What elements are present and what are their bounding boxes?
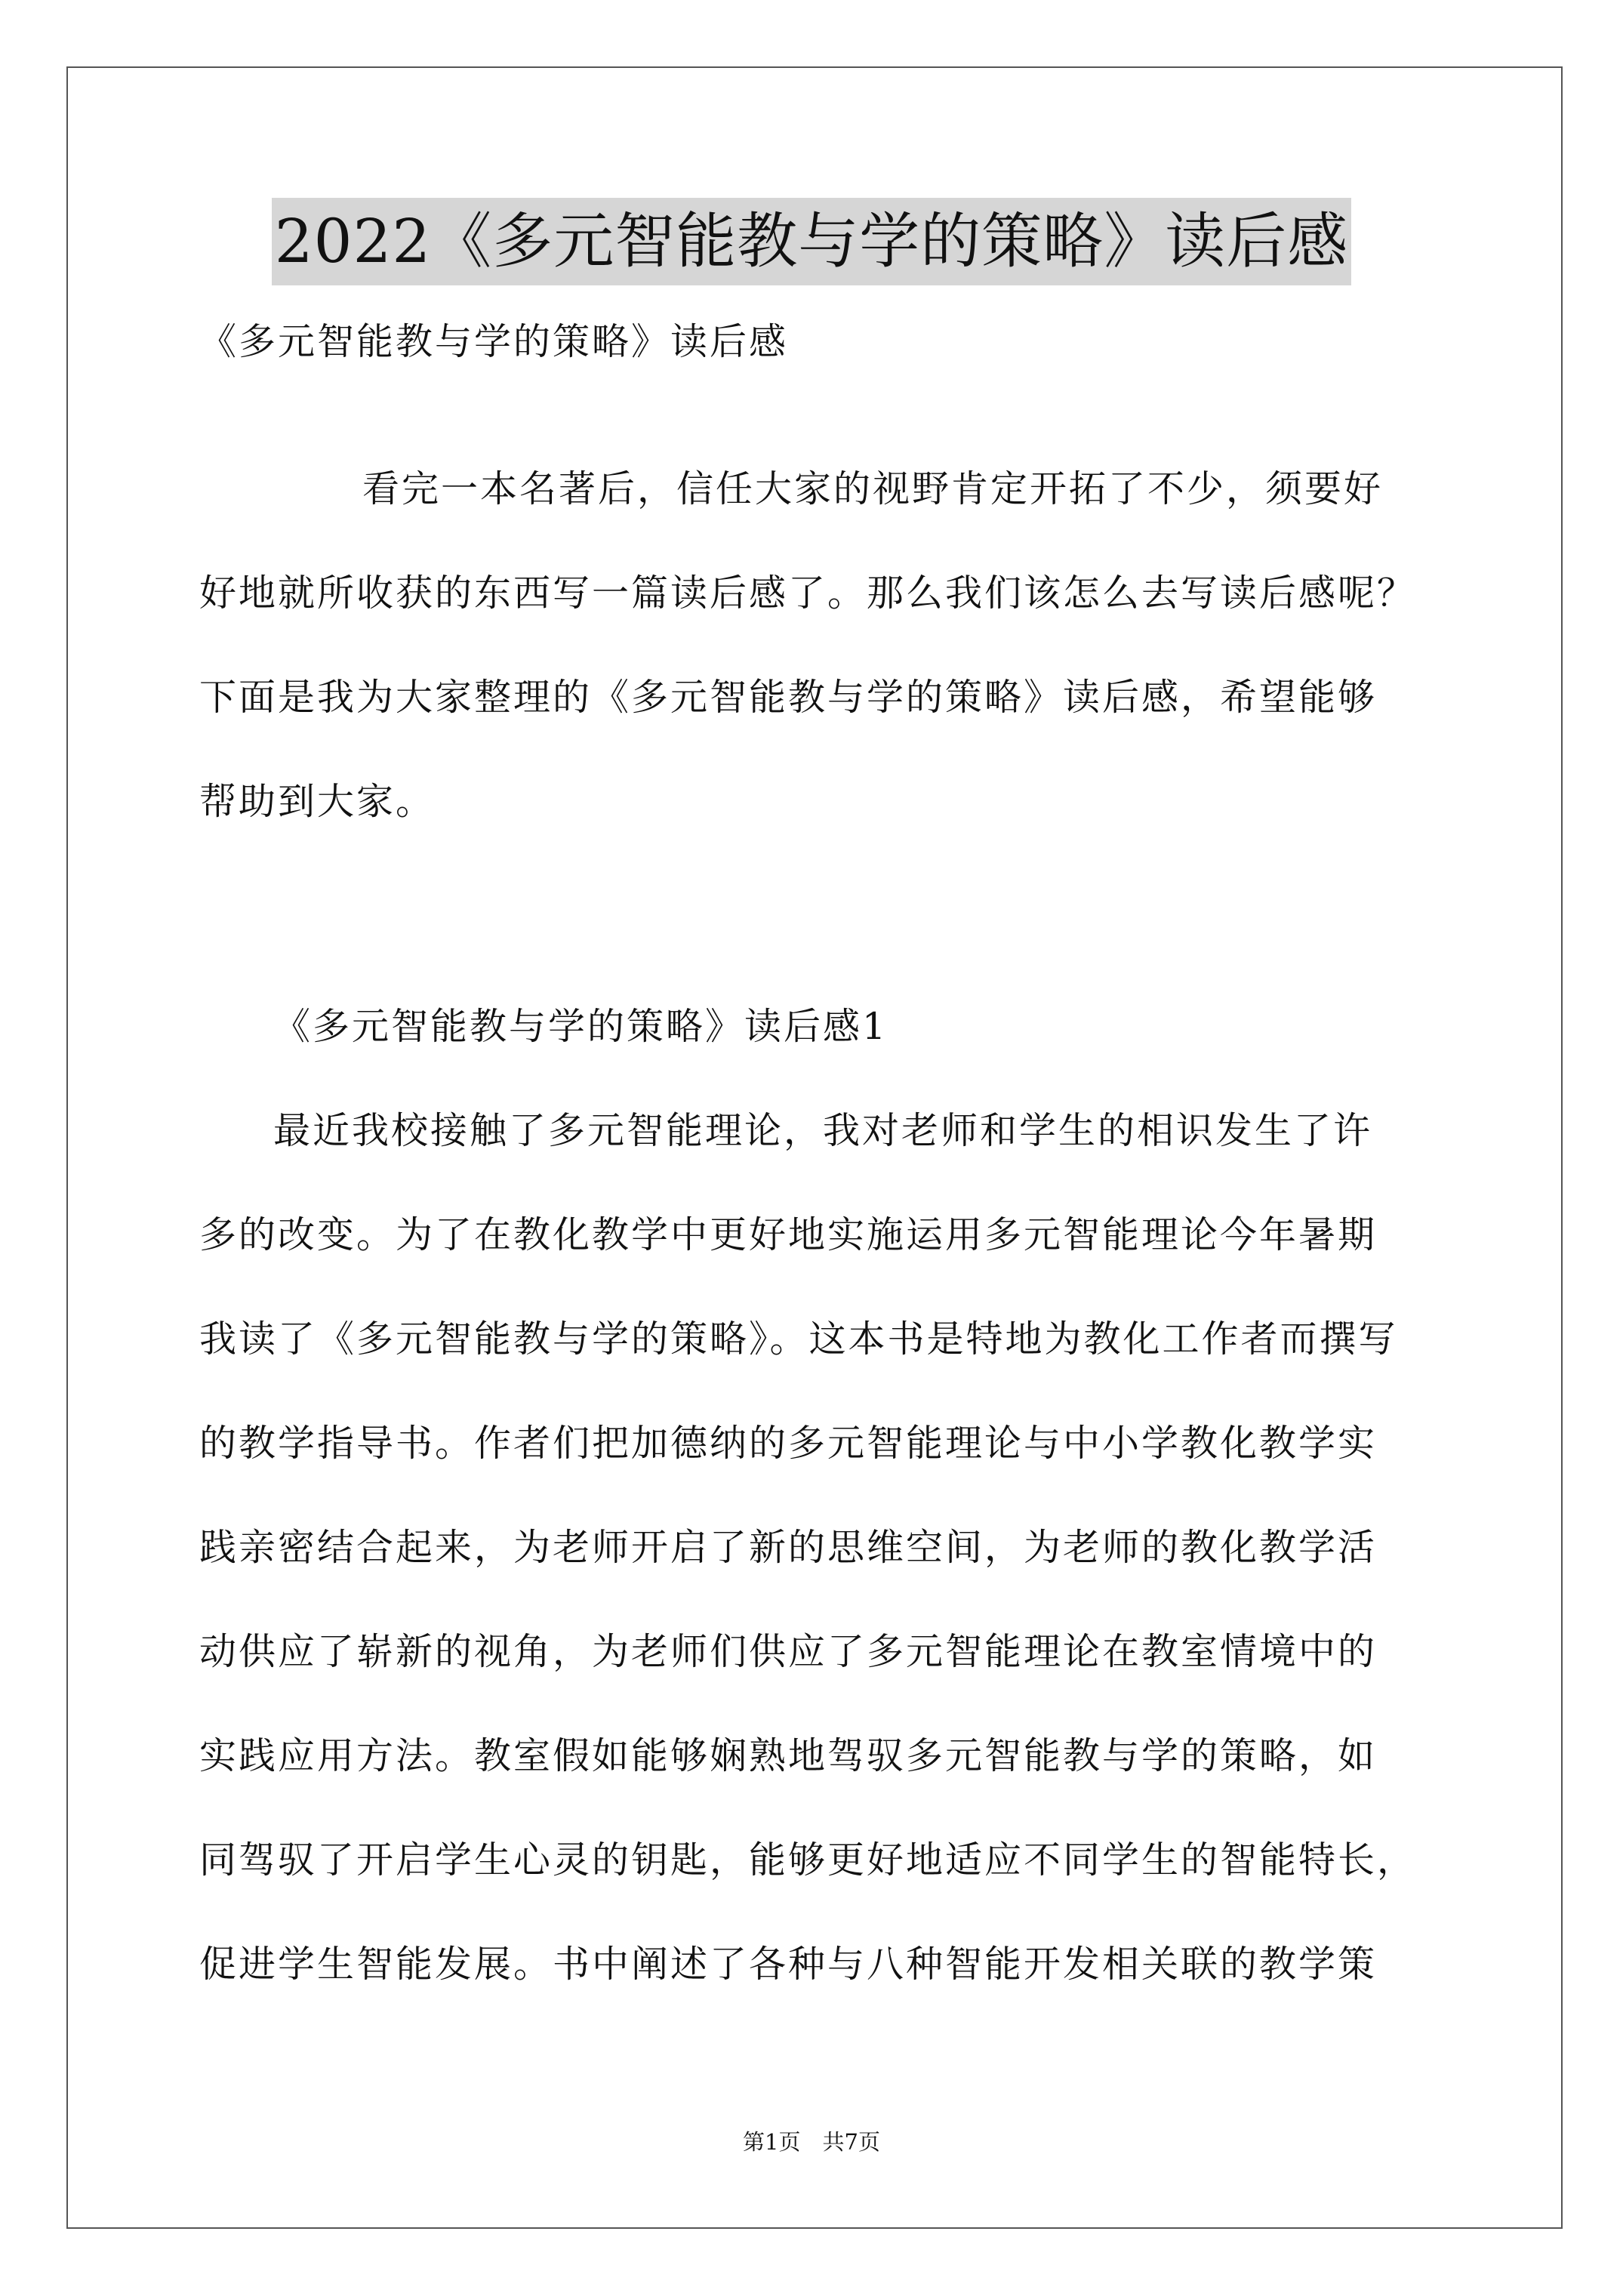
intro-line: 看完一本名著后，信任大家的视野肯定开拓了不少，须要好 <box>362 467 1384 510</box>
intro-line: 帮助到大家。 <box>199 780 436 823</box>
body-line: 最近我校接触了多元智能理论，我对老师和学生的相识发生了许 <box>273 1109 1373 1152</box>
intro-subtitle: 《多元智能教与学的策略》读后感 <box>199 320 789 363</box>
body-line: 的教学指导书。作者们把加德纳的多元智能理论与中小学教化教学实 <box>199 1422 1378 1465</box>
title-wrap <box>0 198 1623 285</box>
intro-line: 好地就所收获的东西写一篇读后感了。那么我们该怎么去写读后感呢？ <box>199 572 1417 615</box>
body-line: 践亲密结合起来，为老师开启了新的思维空间，为老师的教化教学活 <box>199 1526 1378 1569</box>
body-line: 促进学生智能发展。书中阐述了各种与八种智能开发相关联的教学策 <box>199 1943 1378 1986</box>
body-line: 实践应用方法。教室假如能够娴熟地驾驭多元智能教与学的策略，如 <box>199 1734 1378 1777</box>
body-line: 同驾驭了开启学生心灵的钥匙，能够更好地适应不同学生的智能特长， <box>199 1838 1417 1881</box>
intro-line: 下面是我为大家整理的《多元智能教与学的策略》读后感，希望能够 <box>199 676 1378 719</box>
document-title: 2022《多元智能教与学的策略》读后感 <box>272 198 1352 285</box>
page-footer: 第1页 共7页 <box>743 2129 880 2155</box>
body-line: 我读了《多元智能教与学的策略》。这本书是特地为教化工作者而撰写 <box>199 1318 1398 1361</box>
section-heading: 《多元智能教与学的策略》读后感1 <box>273 1005 888 1048</box>
body-line: 多的改变。为了在教化教学中更好地实施运用多元智能理论今年暑期 <box>199 1213 1378 1256</box>
body-line: 动供应了崭新的视角，为老师们供应了多元智能理论在教室情境中的 <box>199 1630 1378 1673</box>
